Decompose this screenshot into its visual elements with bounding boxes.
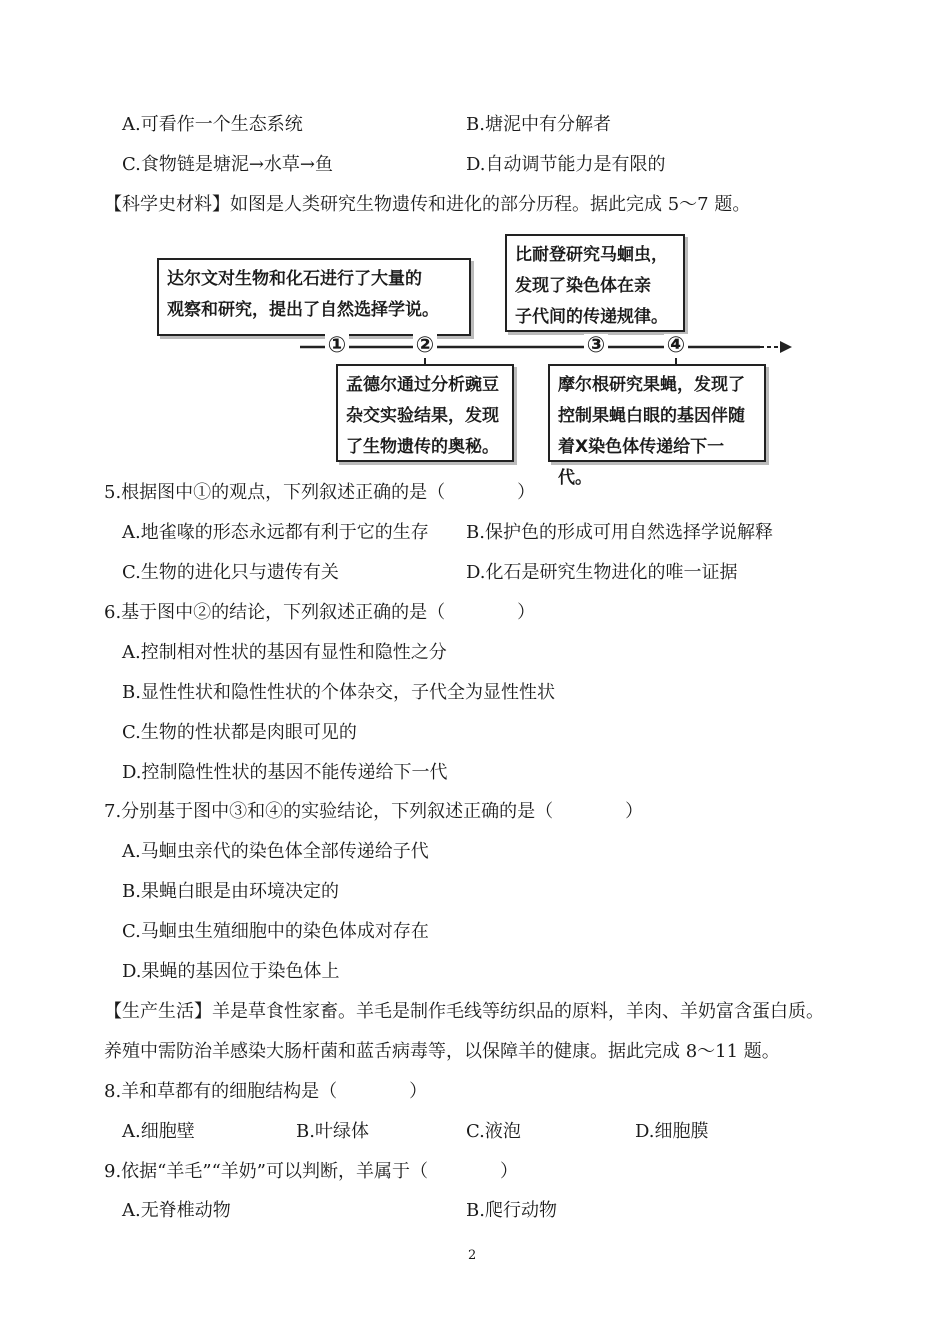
timeline-box-darwin: 达尔文对生物和化石进行了大量的 观察和研究，提出了自然选择学说。: [157, 258, 471, 336]
production-life-intro-line1: 【生产生活】羊是草食性家畜。羊毛是制作毛线等纺织品的原料，羊肉、羊奶富含蛋白质。: [104, 1001, 824, 1022]
q7-option-b: B.果蝇白眼是由环境决定的: [122, 881, 339, 902]
timeline-box-mendel: 孟德尔通过分析豌豆 杂交实验结果，发现 了生物遗传的奥秘。: [336, 364, 514, 462]
q8-option-d: D.细胞膜: [635, 1121, 709, 1142]
page-number: 2: [468, 1248, 477, 1263]
q8-option-a: A.细胞壁: [122, 1121, 195, 1142]
q5-option-b: B.保护色的形成可用自然选择学说解释: [466, 522, 773, 543]
q7-option-a: A.马蛔虫亲代的染色体全部传递给子代: [122, 841, 429, 862]
q6-option-a: A.控制相对性状的基因有显性和隐性之分: [122, 642, 447, 663]
q5-option-c: C.生物的进化只与遗传有关: [122, 562, 339, 583]
timeline-box-beneden: 比耐登研究马蛔虫， 发现了染色体在亲 子代间的传递规律。: [505, 234, 685, 332]
q8-stem: 8.羊和草都有的细胞结构是（ ）: [104, 1081, 428, 1102]
timeline-marker-3: ③: [584, 334, 608, 358]
q5-option-d: D.化石是研究生物进化的唯一证据: [466, 562, 738, 583]
timeline-marker-2: ②: [413, 334, 437, 358]
q9-option-a: A.无脊椎动物: [122, 1200, 231, 1221]
production-life-intro-line2: 养殖中需防治羊感染大肠杆菌和蓝舌病毒等，以保障羊的健康。据此完成 8～11 题。: [104, 1041, 780, 1062]
q7-option-c: C.马蛔虫生殖细胞中的染色体成对存在: [122, 921, 429, 942]
q9-stem: 9.依据“羊毛”“羊奶”可以判断，羊属于（ ）: [104, 1161, 518, 1182]
science-history-intro: 【科学史材料】如图是人类研究生物遗传和进化的部分历程。据此完成 5～7 题。: [104, 194, 751, 215]
q7-option-d: D.果蝇的基因位于染色体上: [122, 961, 340, 982]
q7-stem: 7.分别基于图中③和④的实验结论，下列叙述正确的是（ ）: [104, 801, 644, 822]
q6-stem: 6.基于图中②的结论，下列叙述正确的是（ ）: [104, 602, 536, 623]
q5-option-a: A.地雀喙的形态永远都有利于它的生存: [122, 522, 429, 543]
q6-option-c: C.生物的性状都是肉眼可见的: [122, 722, 357, 743]
q8-option-c: C.液泡: [466, 1121, 521, 1142]
q4-option-a: A.可看作一个生态系统: [122, 114, 303, 135]
timeline-marker-1: ①: [325, 334, 349, 358]
q9-option-b: B.爬行动物: [466, 1200, 557, 1221]
q6-option-d: D.控制隐性性状的基因不能传递给下一代: [122, 762, 448, 783]
q6-option-b: B.显性性状和隐性性状的个体杂交，子代全为显性性状: [122, 682, 555, 703]
timeline-box-morgan: 摩尔根研究果蝇，发现了 控制果蝇白眼的基因伴随 着X染色体传递给下一代。: [548, 364, 766, 462]
timeline-marker-4: ④: [664, 334, 688, 358]
q4-option-b: B.塘泥中有分解者: [466, 114, 611, 135]
q4-option-d: D.自动调节能力是有限的: [466, 154, 666, 175]
q4-option-c: C.食物链是塘泥→水草→鱼: [122, 154, 334, 175]
q5-stem: 5.根据图中①的观点，下列叙述正确的是（ ）: [104, 482, 536, 503]
q8-option-b: B.叶绿体: [296, 1121, 369, 1142]
